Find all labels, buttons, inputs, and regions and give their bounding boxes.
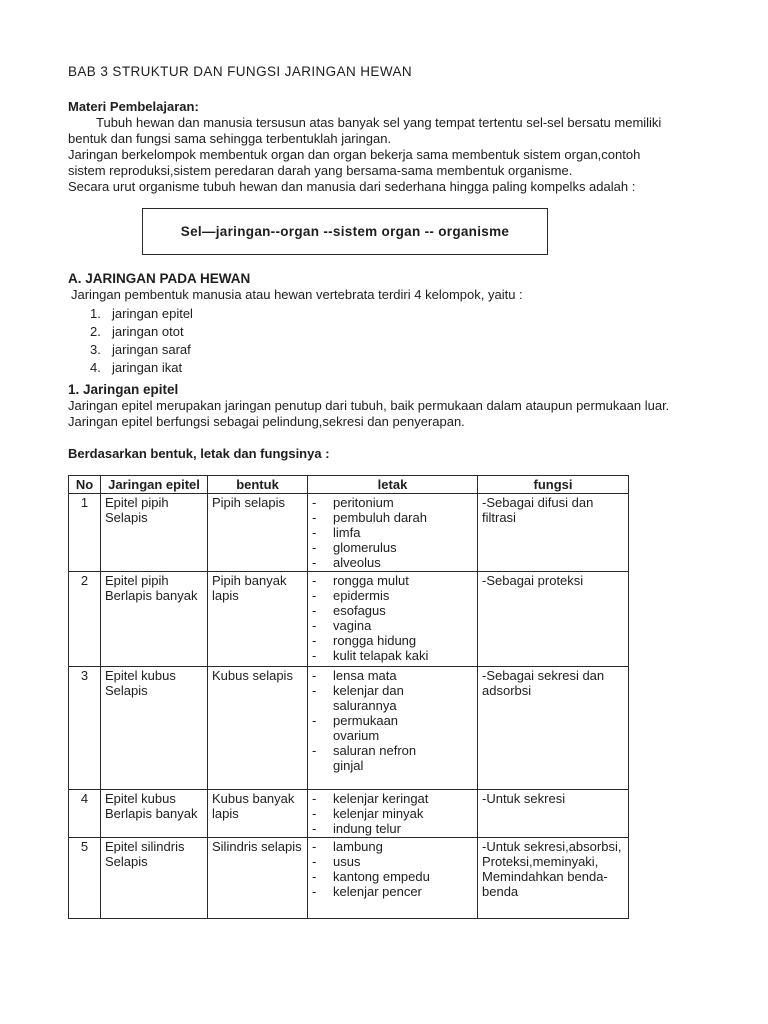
letak-item	[312, 573, 473, 588]
dash-bullet: -	[312, 821, 317, 836]
letak-text: indung telur	[333, 821, 401, 836]
cell-letak	[308, 667, 478, 790]
table-row	[69, 572, 629, 667]
letak-text: vagina	[333, 618, 372, 633]
table-row	[69, 790, 629, 838]
letak-text: usus	[333, 854, 361, 869]
dash-bullet: -	[312, 683, 317, 698]
cell-no: 3	[69, 667, 101, 790]
letak-text: kelenjar keringat	[333, 791, 429, 806]
materi-heading: Materi Pembelajaran:	[68, 99, 199, 114]
cell-jaringan-epitel: Epitel kubus Selapis	[101, 667, 208, 790]
cell-hierarchy-box	[142, 208, 548, 255]
letak-text: lensa mata	[333, 668, 397, 683]
cell-fungsi: -Sebagai sekresi dan adsorbsi	[478, 667, 629, 790]
header-jaringan-epitel: Jaringan epitel	[101, 476, 208, 494]
letak-item	[312, 555, 473, 570]
list-item-number: 2.	[90, 324, 101, 339]
materi-paragraph-1: Tubuh hewan dan manusia tersusun atas banyak sel yang tempat tertentu sel-sel bersatu memiliki bentuk dan fungsi sama sehingga terbentuklah jaringan.	[68, 115, 662, 146]
letak-text: permukaan ovarium	[333, 713, 399, 743]
table-row	[69, 494, 629, 572]
letak-text: peritonium	[333, 495, 394, 510]
dash-bullet: -	[312, 633, 317, 648]
header-no: No	[69, 476, 101, 494]
dash-bullet: -	[312, 806, 317, 821]
cell-jaringan-epitel: Epitel kubus Berlapis banyak	[101, 790, 208, 838]
header-bentuk: bentuk	[208, 476, 308, 494]
dash-bullet: -	[312, 573, 317, 588]
dash-bullet: -	[312, 668, 317, 683]
list-item	[68, 305, 670, 323]
letak-text: glomerulus	[333, 540, 397, 555]
cell-fungsi: -Untuk sekresi	[478, 790, 629, 838]
cell-jaringan-epitel: Epitel pipih Selapis	[101, 494, 208, 572]
list-item	[68, 341, 670, 359]
tissue-type-list	[68, 305, 670, 377]
list-item-number: 1.	[90, 306, 101, 321]
letak-item	[312, 884, 473, 899]
dash-bullet: -	[312, 791, 317, 806]
page-content	[68, 64, 670, 919]
chapter-title: BAB 3 STRUKTUR DAN FUNGSI JARINGAN HEWAN	[68, 64, 413, 79]
cell-bentuk: Silindris selapis	[208, 838, 308, 919]
section-a-intro: Jaringan pembentuk manusia atau hewan vertebrata terdiri 4 kelompok, yaitu :	[71, 287, 523, 302]
dash-bullet: -	[312, 648, 317, 663]
dash-bullet: -	[312, 540, 317, 555]
letak-item	[312, 633, 473, 648]
section-1-body: Jaringan epitel merupakan jaringan penutup dari tubuh, baik permukaan dalam ataupun permukaan luar. Jaringan epitel berfungsi sebagai pelindung,sekresi dan penyerapan.	[68, 398, 670, 429]
letak-item	[312, 683, 473, 713]
header-letak: letak	[308, 476, 478, 494]
letak-item	[312, 713, 473, 743]
cell-hierarchy-text: Sel—jaringan--organ --sistem organ -- organisme	[180, 223, 510, 239]
list-item-number: 4.	[90, 360, 101, 375]
cell-no: 5	[69, 838, 101, 919]
cell-bentuk: Pipih banyak lapis	[208, 572, 308, 667]
cell-no: 4	[69, 790, 101, 838]
letak-item	[312, 668, 473, 683]
letak-text: kantong empedu	[333, 869, 430, 884]
cell-bentuk: Kubus selapis	[208, 667, 308, 790]
list-item-label: jaringan ikat	[112, 360, 183, 375]
letak-text: epidermis	[333, 588, 390, 603]
header-fungsi: fungsi	[478, 476, 629, 494]
letak-text: kelenjar minyak	[333, 806, 424, 821]
letak-item	[312, 510, 473, 525]
list-item-number: 3.	[90, 342, 101, 357]
cell-fungsi: -Sebagai proteksi	[478, 572, 629, 667]
materi-paragraph-3: Secara urut organisme tubuh hewan dan manusia dari sederhana hingga paling kompelks adalah :	[68, 179, 636, 194]
table-row	[69, 838, 629, 919]
list-item	[68, 323, 670, 341]
letak-item	[312, 588, 473, 603]
dash-bullet: -	[312, 839, 317, 854]
letak-text: limfa	[333, 525, 361, 540]
cell-letak	[308, 790, 478, 838]
letak-item	[312, 618, 473, 633]
dash-bullet: -	[312, 618, 317, 633]
list-item-label: jaringan epitel	[112, 306, 193, 321]
dash-bullet: -	[312, 525, 317, 540]
dash-bullet: -	[312, 555, 317, 570]
list-item-label: jaringan otot	[112, 324, 184, 339]
letak-text: saluran nefron ginjal	[333, 743, 417, 773]
letak-item	[312, 743, 473, 773]
letak-text: kulit telapak kaki	[333, 648, 429, 663]
cell-fungsi: -Sebagai difusi dan filtrasi	[478, 494, 629, 572]
table-header-row	[69, 476, 629, 494]
letak-item	[312, 806, 473, 821]
table-intro: Berdasarkan bentuk, letak dan fungsinya :	[68, 446, 330, 461]
letak-item	[312, 839, 473, 854]
dash-bullet: -	[312, 854, 317, 869]
letak-item	[312, 854, 473, 869]
materi-paragraph-2: Jaringan berkelompok membentuk organ dan organ bekerja sama membentuk sistem organ,contoh sistem reproduksi,sistem peredaran darah yang bersama-sama membentuk organisme.	[68, 147, 641, 178]
letak-text: rongga hidung	[333, 633, 417, 648]
cell-jaringan-epitel: Epitel silindris Selapis	[101, 838, 208, 919]
letak-text: kelenjar pencer	[333, 884, 422, 899]
letak-text: esofagus	[333, 603, 386, 618]
cell-no: 1	[69, 494, 101, 572]
cell-fungsi: -Untuk sekresi,absorbsi, Proteksi,meminyaki, Memindahkan benda-benda	[478, 838, 629, 919]
cell-jaringan-epitel: Epitel pipih Berlapis banyak	[101, 572, 208, 667]
dash-bullet: -	[312, 869, 317, 884]
dash-bullet: -	[312, 713, 317, 728]
list-item-label: jaringan saraf	[112, 342, 191, 357]
epitel-table-body	[69, 494, 629, 919]
letak-item	[312, 821, 473, 836]
letak-text: rongga mulut	[333, 573, 409, 588]
letak-item	[312, 648, 473, 663]
list-item	[68, 359, 670, 377]
table-row	[69, 667, 629, 790]
letak-text: pembuluh darah	[333, 510, 427, 525]
cell-letak	[308, 838, 478, 919]
dash-bullet: -	[312, 743, 317, 758]
letak-item	[312, 869, 473, 884]
letak-item	[312, 525, 473, 540]
dash-bullet: -	[312, 603, 317, 618]
letak-text: alveolus	[333, 555, 381, 570]
letak-item	[312, 495, 473, 510]
cell-bentuk: Pipih selapis	[208, 494, 308, 572]
dash-bullet: -	[312, 588, 317, 603]
cell-bentuk: Kubus banyak lapis	[208, 790, 308, 838]
section-1-heading: 1. Jaringan epitel	[68, 382, 179, 397]
letak-item	[312, 540, 473, 555]
dash-bullet: -	[312, 510, 317, 525]
letak-text: kelenjar dan salurannya	[333, 683, 404, 713]
letak-item	[312, 791, 473, 806]
letak-item	[312, 603, 473, 618]
cell-no: 2	[69, 572, 101, 667]
dash-bullet: -	[312, 495, 317, 510]
epitel-table	[68, 475, 629, 919]
cell-letak	[308, 494, 478, 572]
dash-bullet: -	[312, 884, 317, 899]
section-a-heading: A. JARINGAN PADA HEWAN	[68, 271, 251, 286]
letak-text: lambung	[333, 839, 383, 854]
cell-letak	[308, 572, 478, 667]
